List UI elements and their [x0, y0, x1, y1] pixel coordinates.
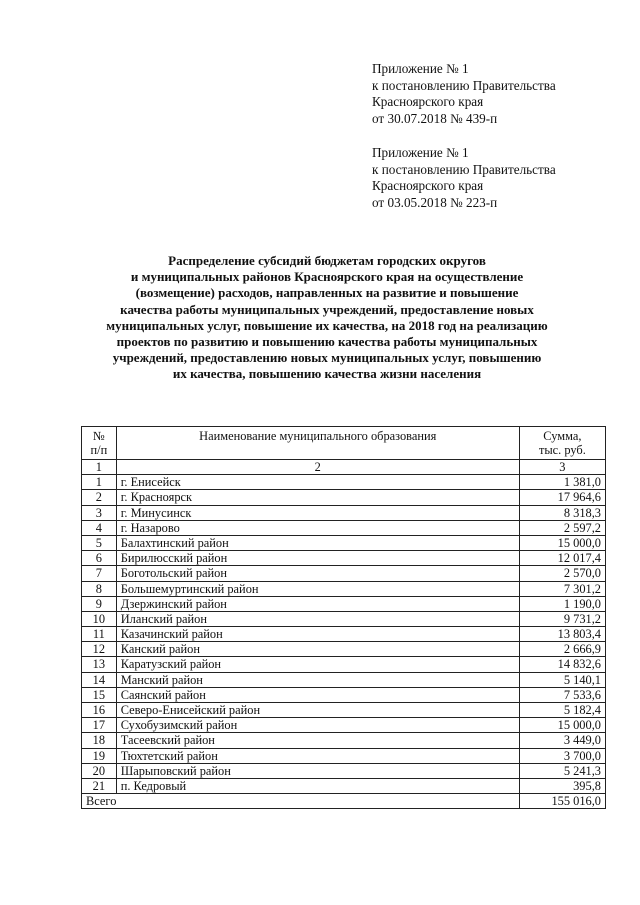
table-row	[82, 551, 606, 566]
table-row	[82, 733, 606, 748]
row-sum: 8 318,3	[519, 505, 605, 520]
title-line: и муниципальных районов Красноярского края на осуществление	[130, 269, 524, 285]
table-header-row	[82, 427, 606, 460]
table-row	[82, 642, 606, 657]
row-sum: 2 666,9	[519, 642, 605, 657]
table-row	[82, 718, 606, 733]
table-row	[82, 535, 606, 550]
row-number: 21	[82, 778, 117, 793]
appendix-line: от 30.07.2018 № 439-п	[372, 110, 498, 126]
table-row	[82, 763, 606, 778]
row-number: 11	[82, 627, 117, 642]
row-name: Боготольский район	[116, 566, 519, 581]
appendix-line: к постановлению Правительства	[372, 77, 556, 93]
row-name: Саянский район	[116, 687, 519, 702]
row-sum: 14 832,6	[519, 657, 605, 672]
row-sum: 15 000,0	[519, 535, 605, 550]
row-name: Большемуртинский район	[116, 581, 519, 596]
row-sum: 5 140,1	[519, 672, 605, 687]
row-name: Сухобузимский район	[116, 718, 519, 733]
title-line: муниципальных услуг, повышение их качества, на 2018 год на реализацию	[106, 317, 548, 333]
row-number: 2	[82, 490, 117, 505]
total-sum: 155 016,0	[519, 794, 605, 809]
title-line: качества работы муниципальных учреждений, предоставление новых	[120, 301, 534, 317]
table-row	[82, 778, 606, 793]
appendix-line: Приложение № 1	[372, 145, 469, 160]
header-number-line: п/п	[90, 443, 108, 457]
row-number: 20	[82, 763, 117, 778]
appendix-line: от 03.05.2018 № 223-п	[372, 194, 498, 210]
row-sum: 3 449,0	[519, 733, 605, 748]
row-name: г. Енисейск	[116, 475, 519, 490]
table-row	[82, 703, 606, 718]
header-sum-line: Сумма,	[543, 429, 582, 443]
table-row	[82, 596, 606, 611]
row-sum: 9 731,2	[519, 611, 605, 626]
appendix-line: Красноярского края	[372, 94, 484, 110]
row-number: 5	[82, 535, 117, 550]
row-sum: 5 182,4	[519, 703, 605, 718]
table-row	[82, 566, 606, 581]
table-row	[82, 672, 606, 687]
row-name: Каратузский район	[116, 657, 519, 672]
row-number: 16	[82, 703, 117, 718]
row-sum: 1 190,0	[519, 596, 605, 611]
row-number: 1	[82, 475, 117, 490]
row-number: 17	[82, 718, 117, 733]
row-name: Казачинский район	[116, 627, 519, 642]
table-row	[82, 687, 606, 702]
row-name: г. Красноярск	[116, 490, 519, 505]
row-name: Шарыповский район	[116, 763, 519, 778]
table-row	[82, 490, 606, 505]
row-number: 13	[82, 657, 117, 672]
table-body	[82, 475, 606, 794]
row-name: г. Назарово	[116, 520, 519, 535]
row-name: Балахтинский район	[116, 535, 519, 550]
table-row	[82, 748, 606, 763]
title-line: Распределение субсидий бюджетам городских округов	[168, 253, 486, 268]
total-row	[82, 794, 606, 809]
column-index: 2	[116, 460, 519, 475]
header-name: Наименование муниципального образования	[116, 427, 519, 460]
row-name: Манский район	[116, 672, 519, 687]
title-line: проектов по развитию и повышению качества работы муниципальных	[116, 334, 538, 350]
appendix-line: Красноярского края	[372, 178, 484, 194]
appendix-line: Приложение № 1	[372, 61, 469, 76]
row-name: Канский район	[116, 642, 519, 657]
row-number: 10	[82, 611, 117, 626]
row-name: Тюхтетский район	[116, 748, 519, 763]
table-row	[82, 520, 606, 535]
row-sum: 12 017,4	[519, 551, 605, 566]
header-number-line: №	[92, 429, 105, 443]
row-sum: 2 597,2	[519, 520, 605, 535]
table-row	[82, 627, 606, 642]
row-sum: 1 381,0	[519, 475, 605, 490]
row-sum: 5 241,3	[519, 763, 605, 778]
row-number: 19	[82, 748, 117, 763]
row-name: Бирилюсский район	[116, 551, 519, 566]
row-name: п. Кедровый	[116, 778, 519, 793]
document-title	[92, 253, 562, 383]
total-label: Всего	[82, 794, 520, 809]
row-sum: 15 000,0	[519, 718, 605, 733]
appendix-line: к постановлению Правительства	[372, 161, 556, 177]
row-name: Дзержинский район	[116, 596, 519, 611]
column-index: 3	[519, 460, 605, 475]
row-number: 14	[82, 672, 117, 687]
appendix-header-current	[372, 61, 556, 127]
row-sum: 7 301,2	[519, 581, 605, 596]
table-row	[82, 611, 606, 626]
row-sum: 13 803,4	[519, 627, 605, 642]
row-sum: 7 533,6	[519, 687, 605, 702]
row-number: 7	[82, 566, 117, 581]
table-row	[82, 581, 606, 596]
row-number: 6	[82, 551, 117, 566]
title-line: их качества, повышению качества жизни населения	[172, 366, 482, 382]
row-number: 4	[82, 520, 117, 535]
header-sum	[519, 427, 605, 460]
row-number: 12	[82, 642, 117, 657]
column-index-row	[82, 460, 606, 475]
row-number: 18	[82, 733, 117, 748]
row-sum: 17 964,6	[519, 490, 605, 505]
row-number: 3	[82, 505, 117, 520]
column-index: 1	[82, 460, 117, 475]
subsidy-table	[81, 426, 606, 809]
row-sum: 2 570,0	[519, 566, 605, 581]
row-name: Северо-Енисейский район	[116, 703, 519, 718]
title-line: учреждений, предоставлению новых муниципальных услуг, повышению	[112, 350, 542, 366]
row-number: 8	[82, 581, 117, 596]
row-sum: 395,8	[519, 778, 605, 793]
table-row	[82, 657, 606, 672]
header-sum-line: тыс. руб.	[538, 443, 586, 457]
table-row	[82, 475, 606, 490]
row-sum: 3 700,0	[519, 748, 605, 763]
header-number	[82, 427, 117, 460]
appendix-header-previous	[372, 145, 556, 211]
row-name: г. Минусинск	[116, 505, 519, 520]
title-line: (возмещение) расходов, направленных на развитие и повышение	[135, 285, 519, 301]
row-number: 15	[82, 687, 117, 702]
row-number: 9	[82, 596, 117, 611]
row-name: Иланский район	[116, 611, 519, 626]
table-row	[82, 505, 606, 520]
row-name: Тасеевский район	[116, 733, 519, 748]
